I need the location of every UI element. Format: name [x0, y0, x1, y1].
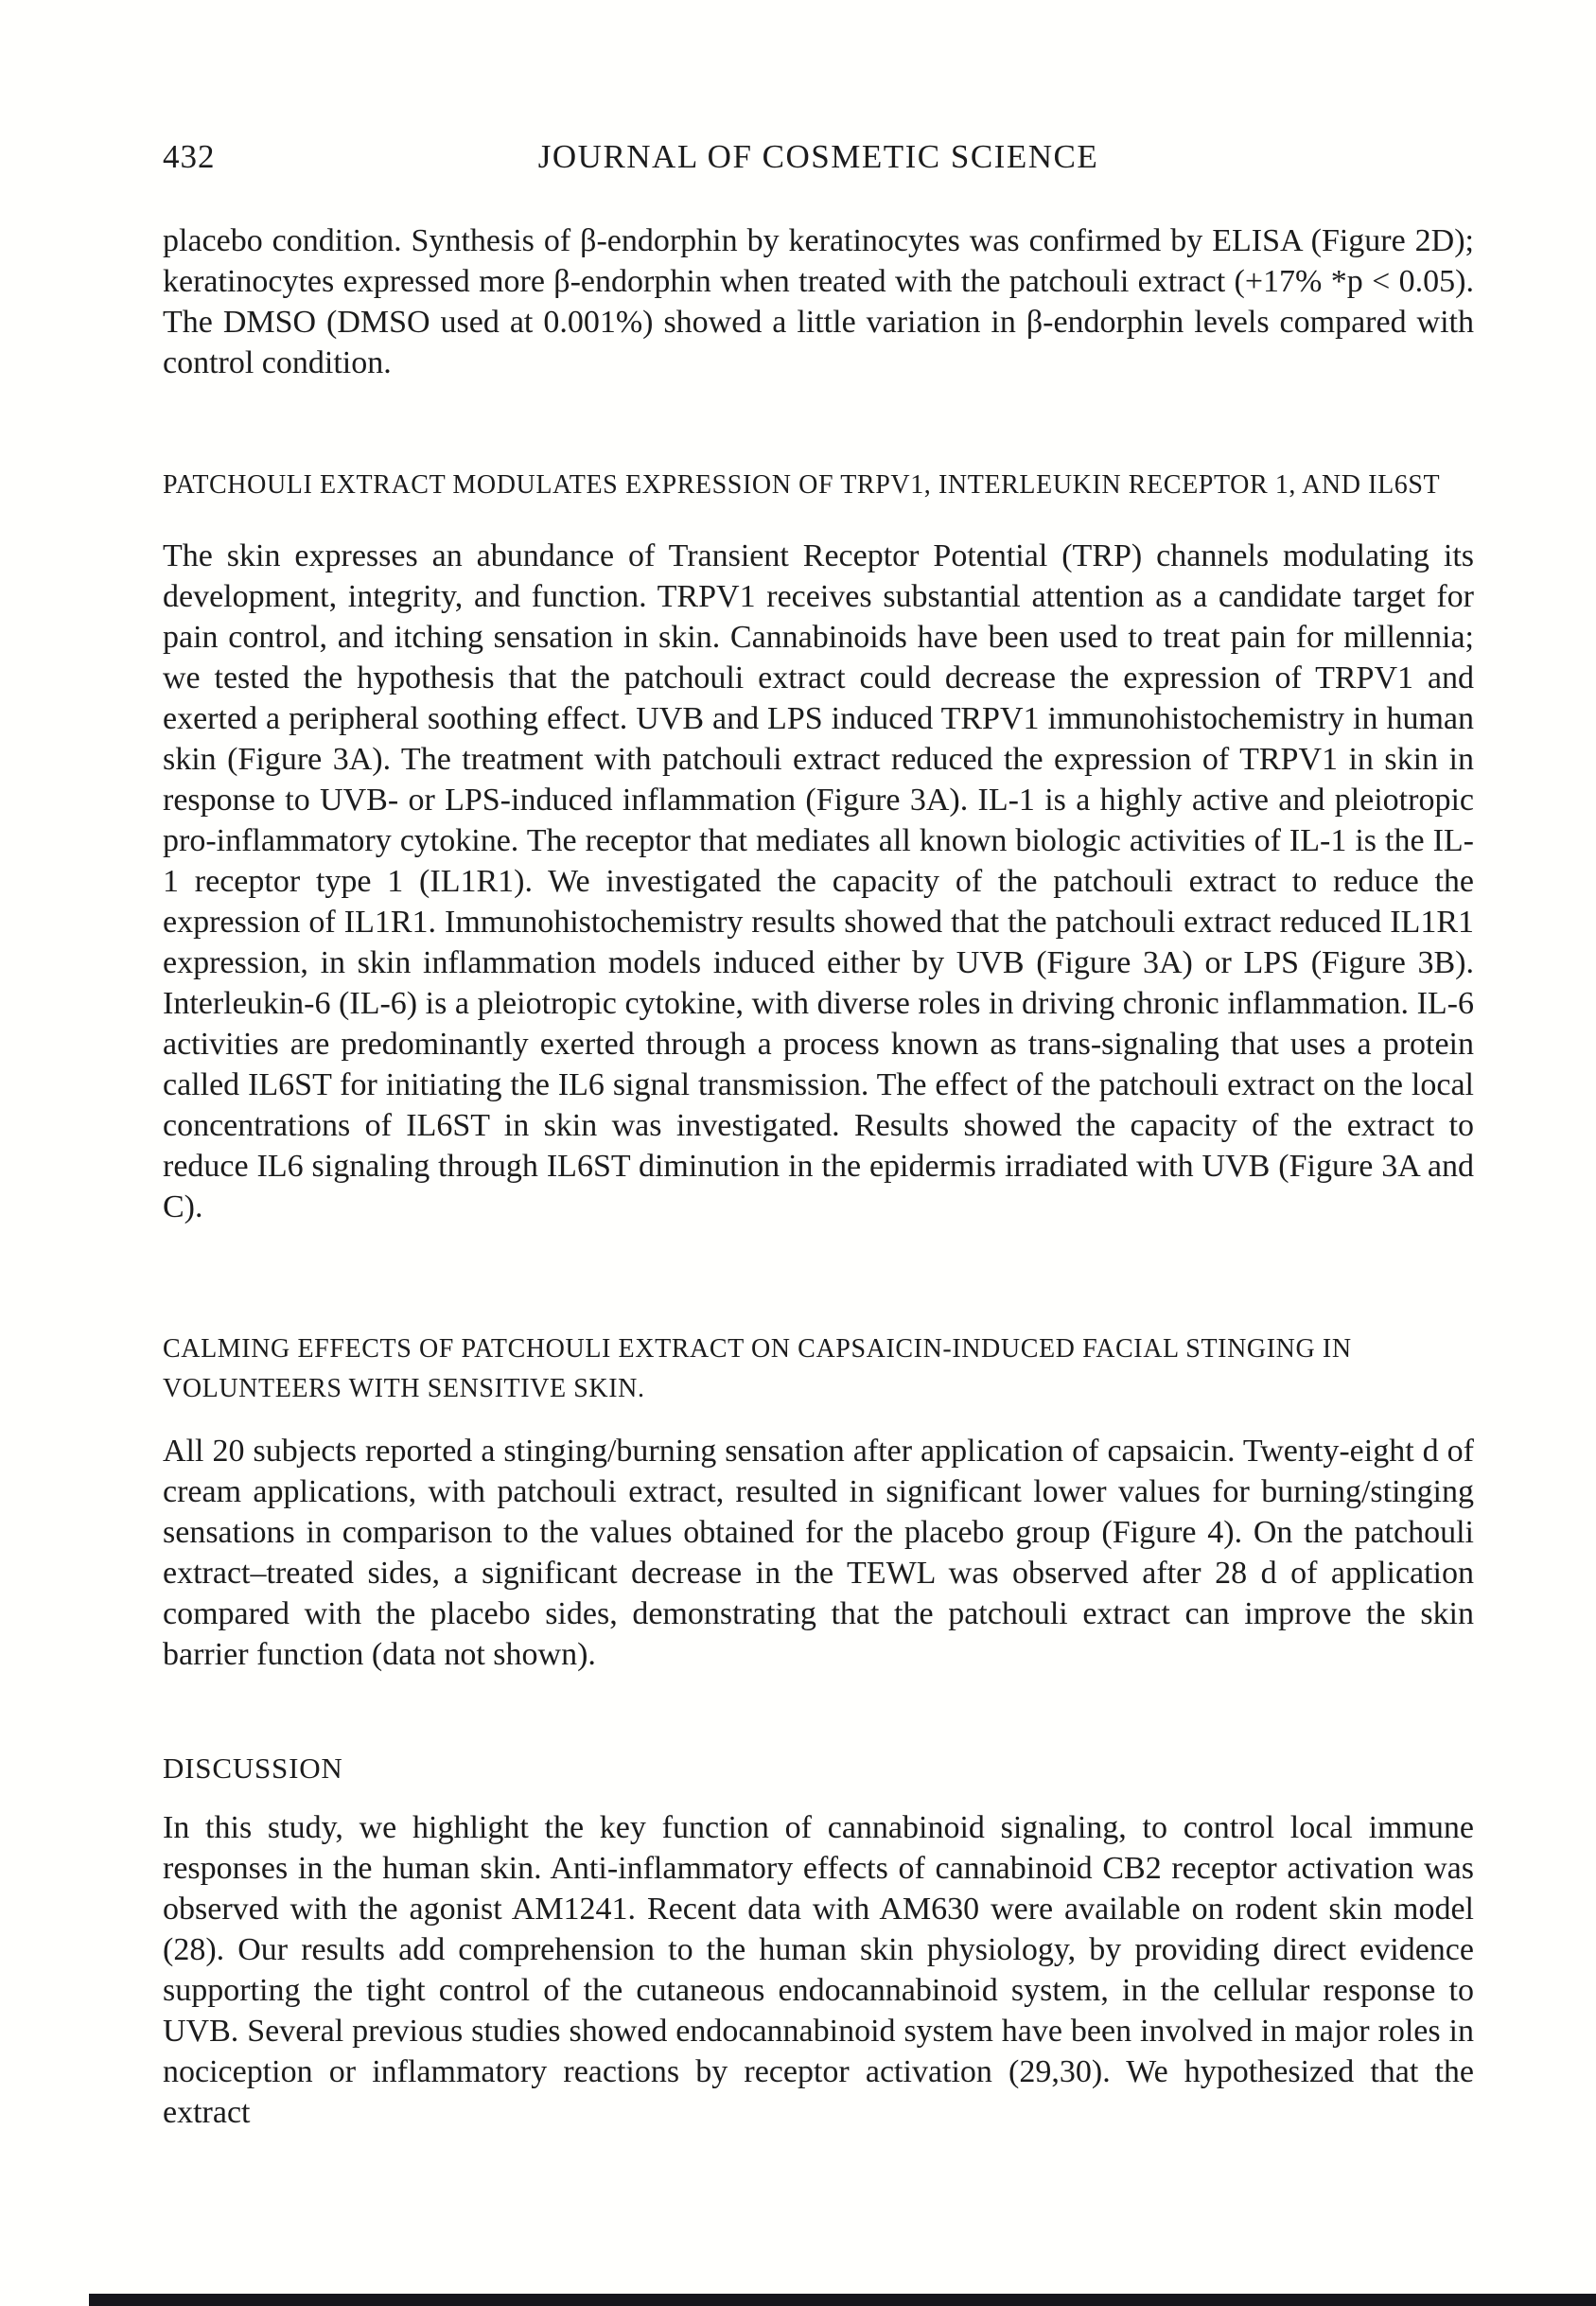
paragraph-calming: All 20 subjects reported a stinging/burning sensation after application of capsaicin. Twenty-eight d of cream applications, with patchouli extract, resulted in significant lower values for burning/stinging sensations in comparison to the values obtained for the placebo group (Figure 4). On the patchouli extract–treated sides, a significant decrease in the TEWL was observed after 28 d of application compared with the placebo sides, demonstrating that the patchouli extract can improve the skin barrier function (data not shown). [163, 1434, 1474, 1672]
paragraph-intro: placebo condition. Synthesis of β-endorphin by keratinocytes was confirmed by ELISA (Figure 2D); keratinocytes expressed more β-endorphin when treated with the patchouli extract (+17% *p < 0.05). The DMSO (DMSO used at 0.001%) showed a little variation in β-endorphin levels compared with control condition. [163, 223, 1474, 380]
running-head [163, 138, 1474, 180]
page-number: 432 [163, 138, 216, 175]
page-bottom-edge-bar [89, 2294, 1596, 2306]
section-heading-trpv1: PATCHOULI EXTRACT MODULATES EXPRESSION OF TRPV1, INTERLEUKIN RECEPTOR 1, AND IL6ST [163, 470, 1441, 500]
discussion-heading: DISCUSSION [163, 1752, 343, 1785]
section-heading-calming: CALMING EFFECTS OF PATCHOULI EXTRACT ON CAPSAICIN-INDUCED FACIAL STINGING IN VOLUNTEERS WITH SENSITIVE SKIN. [163, 1334, 1352, 1403]
paragraph-discussion: In this study, we highlight the key function of cannabinoid signaling, to control local immune responses in the human skin. Anti-inflammatory effects of cannabinoid CB2 receptor activation was observed with the agonist AM1241. Recent data with AM630 were available on rodent skin model (28). Our results add comprehension to the human skin physiology, by providing direct evidence supporting the tight control of the cutaneous endocannabinoid system, in the cellular response to UVB. Several previous studies showed endocannabinoid system have been involved in major roles in nociception or inflammatory reactions by receptor activation (29,30). We hypothesized that the extract [163, 1810, 1474, 2130]
paragraph-trpv1: The skin expresses an abundance of Transient Receptor Potential (TRP) channels modulating its development, integrity, and function. TRPV1 receives substantial attention as a candidate target for pain control, and itching sensation in skin. Cannabinoids have been used to treat pain for millennia; we tested the hypothesis that the patchouli extract could decrease the expression of TRPV1 and exerted a peripheral soothing effect. UVB and LPS induced TRPV1 immunohistochemistry in human skin (Figure 3A). The treatment with patchouli extract reduced the expression of TRPV1 in skin in response to UVB- or LPS-induced inflammation (Figure 3A). IL-1 is a highly active and pleiotropic pro-inflammatory cytokine. The receptor that mediates all known biologic activities of IL-1 is the IL-1 receptor type 1 (IL1R1). We investigated the capacity of the patchouli extract to reduce the expression of IL1R1. Immunohistochemistry results showed that the patchouli extract reduced IL1R1 expression, in skin inflammation models induced either by UVB (Figure 3A) or LPS (Figure 3B). Interleukin-6 (IL-6) is a pleiotropic cytokine, with diverse roles in driving chronic inflammation. IL-6 activities are predominantly exerted through a process known as trans-signaling that uses a protein called IL6ST for initiating the IL6 signal transmission. The effect of the patchouli extract on the local concentrations of IL6ST in skin was investigated. Results showed the capacity of the extract to reduce IL6 signaling through IL6ST diminution in the epidermis irradiated with UVB (Figure 3A and C). [163, 538, 1474, 1224]
journal-title: JOURNAL OF COSMETIC SCIENCE [537, 138, 1099, 175]
